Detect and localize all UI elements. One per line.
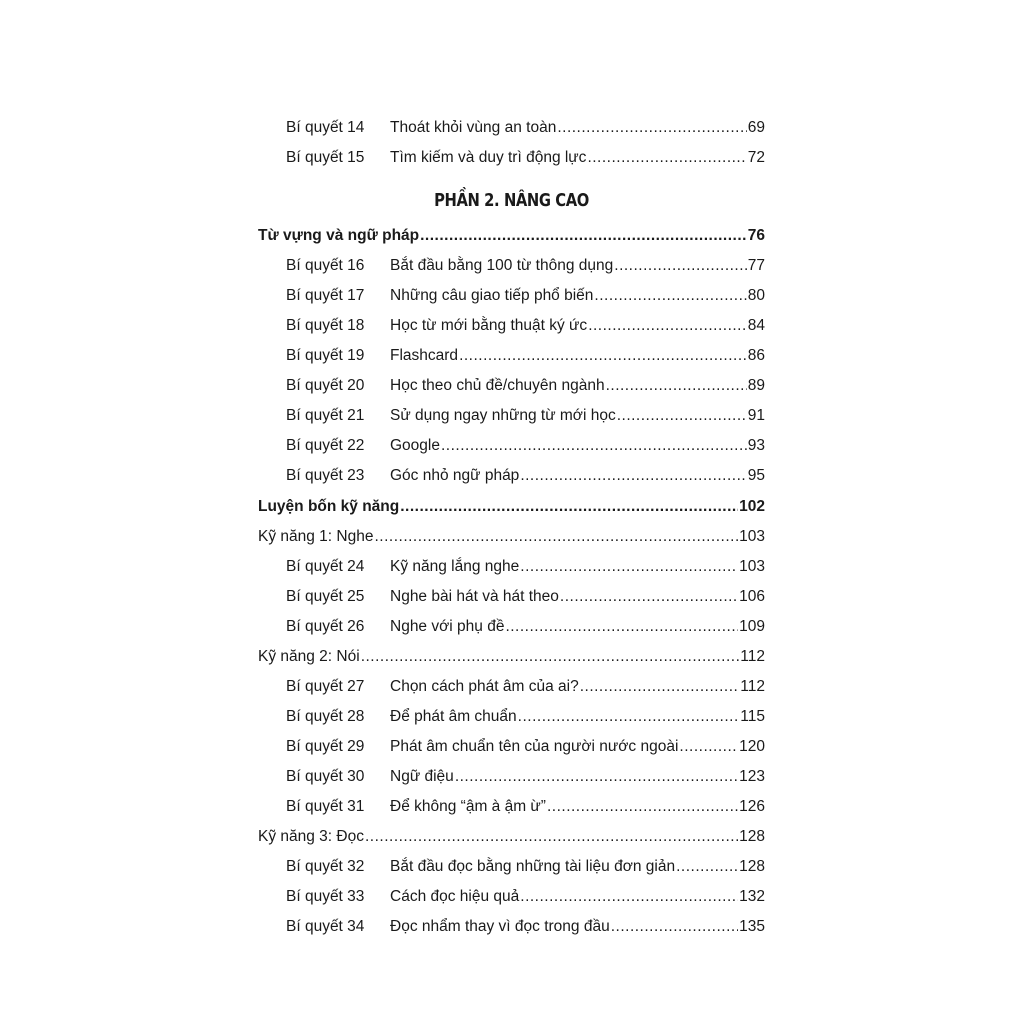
entry-tip-number: Bí quyết 23 [286,467,365,484]
entry-tip-number: Bí quyết 14 [286,119,365,136]
entry-tip-number: Bí quyết 34 [286,918,365,935]
entry-page-number: 106 [739,588,765,605]
entry-tip-number: Bí quyết 26 [286,618,365,635]
entry-tip-number: Bí quyết 27 [286,678,365,695]
entry-title: Kỹ năng lắng nghe [390,558,520,575]
entry-page-number: 86 [747,347,765,364]
toc-entry [286,246,765,276]
toc-entry [286,907,765,937]
dot-leader [365,827,738,847]
toc-entry [286,306,765,336]
entry-title: Nghe bài hát và hát theo [390,588,559,605]
dot-leader [361,647,740,667]
entry-title: Học theo chủ đề/chuyên ngành [390,377,605,394]
entry-title: Tìm kiếm và duy trì động lực [390,149,587,166]
toc-entry [286,577,765,607]
dot-leader [560,587,738,607]
dot-leader [420,226,747,246]
toc-entry [286,607,765,637]
dot-leader [520,557,738,577]
toc-entry [286,366,765,396]
subsection-title: Kỹ năng 2: Nói [258,648,360,665]
dot-leader [518,707,740,727]
entry-tip-number: Bí quyết 30 [286,768,365,785]
entry-page-number: 135 [739,918,765,935]
dot-leader [676,857,738,877]
entry-title: Góc nhỏ ngữ pháp [390,467,520,484]
entry-title: Học từ mới bằng thuật ký ức [390,317,588,334]
dot-leader [614,256,746,276]
entry-tip-number: Bí quyết 21 [286,407,365,424]
toc-entry [286,426,765,456]
subsection-page-number: 128 [739,828,765,845]
dot-leader [441,436,747,456]
toc-subsection-reading [258,817,765,847]
entry-page-number: 77 [747,257,765,274]
section-title: Từ vựng và ngữ pháp [258,227,420,244]
dot-leader [520,887,738,907]
dot-leader [617,406,747,426]
entry-page-number: 103 [739,558,765,575]
toc-entry [286,138,765,168]
entry-page-number: 123 [739,768,765,785]
dot-leader [587,148,746,168]
dot-leader [459,346,747,366]
entry-page-number: 115 [740,708,765,725]
entry-title: Bắt đầu bằng 100 từ thông dụng [390,257,614,274]
toc-section-skills [258,487,765,517]
entry-tip-number: Bí quyết 18 [286,317,365,334]
subsection-page-number: 103 [739,528,765,545]
entry-page-number: 112 [740,678,765,695]
entry-page-number: 84 [747,317,765,334]
entry-page-number: 72 [747,149,765,166]
subsection-title: Kỹ năng 1: Nghe [258,528,374,545]
section-page-number: 102 [739,498,765,515]
dot-leader [455,767,738,787]
toc-entry [286,108,765,138]
entry-page-number: 80 [747,287,765,304]
entry-page-number: 132 [739,888,765,905]
entry-title: Chọn cách phát âm của ai? [390,678,579,695]
entry-tip-number: Bí quyết 32 [286,858,365,875]
toc-entry [286,396,765,426]
entry-page-number: 128 [739,858,765,875]
toc-subsection-listening [258,517,765,547]
entry-tip-number: Bí quyết 28 [286,708,365,725]
entry-page-number: 120 [739,738,765,755]
toc-entry [286,877,765,907]
dot-leader [611,917,738,937]
entry-title: Phát âm chuẩn tên của người nước ngoài [390,738,679,755]
entry-title: Bắt đầu đọc bằng những tài liệu đơn giản [390,858,676,875]
part-heading: PHẦN 2. NÂNG CAO [434,190,589,211]
toc-entry [286,336,765,366]
toc-entry [286,456,765,486]
dot-leader [679,737,738,757]
entry-title: Ngữ điệu [390,768,454,785]
entry-page-number: 95 [747,467,765,484]
entry-page-number: 109 [739,618,765,635]
entry-page-number: 126 [739,798,765,815]
entry-tip-number: Bí quyết 24 [286,558,365,575]
entry-tip-number: Bí quyết 33 [286,888,365,905]
entry-title: Những câu giao tiếp phổ biến [390,287,594,304]
subsection-page-number: 112 [740,648,765,665]
toc-entry [286,667,765,697]
entry-tip-number: Bí quyết 16 [286,257,365,274]
entry-tip-number: Bí quyết 17 [286,287,365,304]
dot-leader [505,617,738,637]
dot-leader [374,527,738,547]
toc-entry [286,547,765,577]
toc-section-vocabulary [258,216,765,246]
entry-title: Để không “ậm à ậm ừ” [390,798,546,815]
entry-tip-number: Bí quyết 15 [286,149,365,166]
entry-tip-number: Bí quyết 20 [286,377,365,394]
entry-tip-number: Bí quyết 19 [286,347,365,364]
entry-title: Google [390,437,440,454]
section-page-number: 76 [747,227,765,244]
entry-page-number: 69 [747,119,765,136]
toc-subsection-speaking [258,637,765,667]
dot-leader [594,286,746,306]
toc-entry [286,697,765,727]
dot-leader [520,466,746,486]
entry-page-number: 91 [747,407,765,424]
entry-title: Flashcard [390,347,459,364]
toc-entry [286,276,765,306]
entry-title: Cách đọc hiệu quả [390,888,520,905]
dot-leader [557,118,746,138]
dot-leader [400,497,738,517]
entry-page-number: 89 [747,377,765,394]
entry-page-number: 93 [747,437,765,454]
entry-title: Sử dụng ngay những từ mới học [390,407,616,424]
dot-leader [547,797,738,817]
toc-entry [286,847,765,877]
toc-entry [286,757,765,787]
subsection-title: Kỹ năng 3: Đọc [258,828,364,845]
entry-tip-number: Bí quyết 31 [286,798,365,815]
entry-title: Nghe với phụ đề [390,618,505,635]
entry-tip-number: Bí quyết 25 [286,588,365,605]
toc-entry [286,787,765,817]
entry-tip-number: Bí quyết 29 [286,738,365,755]
dot-leader [580,677,740,697]
entry-tip-number: Bí quyết 22 [286,437,365,454]
toc-entry [286,727,765,757]
dot-leader [606,376,747,396]
section-title: Luyện bốn kỹ năng [258,498,400,515]
dot-leader [588,316,747,336]
entry-title: Đọc nhẩm thay vì đọc trong đầu [390,918,610,935]
entry-title: Để phát âm chuẩn [390,708,517,725]
entry-title: Thoát khỏi vùng an toàn [390,119,557,136]
